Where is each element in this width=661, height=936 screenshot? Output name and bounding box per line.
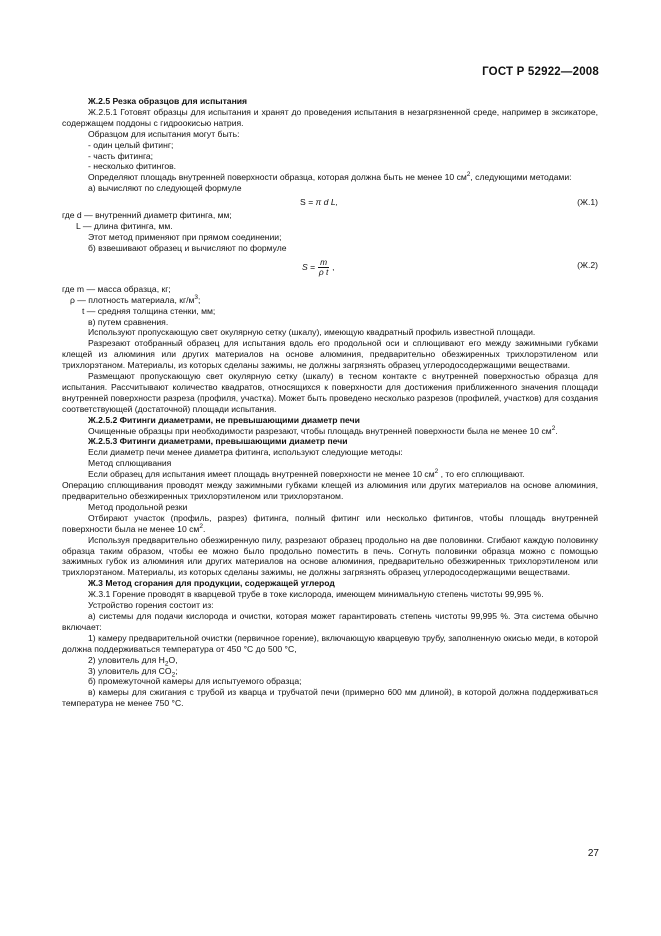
list-item: а) системы для подачи кислорода и очистки, которая может гарантировать степень чистоты 99,995 %. Эта система обычно включает: (62, 610, 598, 632)
paragraph: Очищенные образцы при необходимости разрезают, чтобы площадь внутренней поверхности была не менее 10 $см^2$. (88, 424, 558, 436)
method-heading: Метод продольной резки (88, 501, 188, 512)
method-b: б) взвешивают образец и вычисляют по формуле (88, 242, 287, 253)
definition-m: где m — масса образца, кг; (62, 283, 171, 294)
equation-2-fraction: $\frac{m}{\text{ρ t}}$ (318, 256, 329, 277)
section-title-3: Ж.3 Метод сгорания для продукции, содержащей углерод (88, 578, 335, 589)
list-item: 1) камеру предварительной очистки (первичное горение), включающую кварцевую трубу, заполненную окисью меди, в которой должна поддерживаться температура от 450 °С до 500 °С, (62, 632, 598, 654)
list-item: в) камеры для сжигания с трубой из кварца и трубчатой печи (примерно 600 мм длиной), в которой должна поддерживаться температура не менее 750 °С. (62, 687, 598, 709)
paragraph: Устройство горения состоит из: (88, 600, 214, 611)
section-title-2-5-3: Ж.2.5.3 Фитинги диаметрами, превышающими диаметр печи (88, 436, 348, 447)
equation-1-number: (Ж.1) (577, 197, 598, 208)
method-c: в) путем сравнения. (88, 316, 169, 327)
equation-2-number: (Ж.2) (577, 259, 598, 270)
equation-1 (62, 194, 598, 210)
method-heading: Метод сплющивания (88, 458, 172, 469)
list-item: - один целый фитинг; (88, 139, 174, 150)
paragraph: Если образец для испытания имеет площадь внутренней поверхности не менее 10 $см^2$ , то его сплющивают. (88, 468, 525, 480)
paragraph: Размещают пропускающую свет окулярную сетку (шкалу) в тесном контакте с внутренней поверхностью образца для испытания. Рассчитывают количество квадратов, относящихся к поверхности для достижения приближенного значения площади внутренней поверхности разреза (профиля, участка). Может быть проведено несколько разрезов (профилей, участков) для создания соответствующей (достаточной) площади испытания. (62, 371, 598, 414)
definition-L: L — длина фитинга, мм. (76, 221, 173, 232)
equation-2-formula: S = $\frac{m}{\text{ρ t}}$ , (302, 256, 335, 277)
paragraph: Если диаметр печи менее диаметра фитинга, используют следующие методы: (88, 447, 403, 458)
list-item: б) промежуточной камеры для испытуемого образца; (88, 676, 302, 687)
definition-rho: ρ — плотность материала, $кг/м^3$; (70, 293, 201, 305)
equation-1-formula: S = π d L, (300, 197, 339, 208)
paragraph: Ж.3.1 Горение проводят в кварцевой трубе в токе кислорода, имеющем минимальную степень чистоты 99,995 %. (88, 589, 544, 600)
paragraph: Определяют площадь внутренней поверхности образца, которая должна быть не менее 10 $см^2$, следующими методами: (88, 171, 572, 183)
paragraph: Образцом для испытания могут быть: (88, 128, 240, 139)
section-title-2-5: Ж.2.5 Резка образцов для испытания (88, 96, 248, 106)
paragraph: Разрезают отобранный образец для испытания вдоль его продольной оси и сплющивают его между зажимными губками клещей из алюминия или других материалов на основе алюминия, предварительно обезжиренных трихлорэтиленом или трихлорэтаном. Материалы, из которых сделаны зажимы, не должны загрязнять образец углеродосодержащими веществами. (62, 338, 598, 371)
list-item: 2) уловитель для $H_2O$, (88, 654, 178, 668)
paragraph: Используя предварительно обезжиренную пилу, разрезают образец продольно на две половинки. Сгибают каждую половинку образца таким образом, чтобы ее можно было продольно поместить в печь. Согнуть половинки образца можно с помощью зажимных губок из алюминия или других материалов на основе алюминия, предварительно обезжиренных трихлорэтиленом или трихлорэтаном. Материалы, из которых сделаны зажимы, не должны загрязнять образец углеродосодержащими веществами. (62, 534, 598, 578)
definition-t: t — средняя толщина стенки, мм; (82, 305, 216, 316)
section-title-2-5-2: Ж.2.5.2 Фитинги диаметрами, не превышающими диаметр печи (88, 414, 360, 425)
definition-d: где d — внутренний диаметр фитинга, мм; (62, 210, 232, 221)
list-item: - несколько фитингов. (88, 161, 177, 172)
list-item: - часть фитинга; (88, 150, 154, 161)
page-body (62, 96, 598, 709)
paragraph: Операцию сплющивания проводят между зажимными губками клещей из алюминия или других материалов на основе алюминия, предварительно обезжиренных трихлорэтиленом или трихлорэтаном. (62, 480, 598, 501)
method-a: а) вычисляют по следующей формуле (88, 183, 242, 194)
paragraph: Отбирают участок (профиль, разрез) фитинга, полный фитинг или несколько фитингов, чтобы площадь внутренней поверхности была не менее 10 $см^2$. (62, 512, 598, 534)
list-item: 3) уловитель для $CO_2$; (88, 665, 178, 679)
note: Этот метод применяют при прямом соединении; (88, 231, 282, 242)
paragraph: Ж.2.5.1 Готовят образцы для испытания и хранят до проведения испытания в незагрязненной среде, например в эксикаторе, содержащем поддоны с гидроокисью натрия. (62, 106, 598, 128)
paragraph: Используют пропускающую свет окулярную сетку (шкалу), имеющую квадратный профиль известной площади. (88, 327, 536, 338)
document-code: ГОСТ Р 52922—2008 (482, 66, 599, 78)
equation-2 (62, 254, 598, 284)
page-number: 27 (587, 848, 599, 859)
